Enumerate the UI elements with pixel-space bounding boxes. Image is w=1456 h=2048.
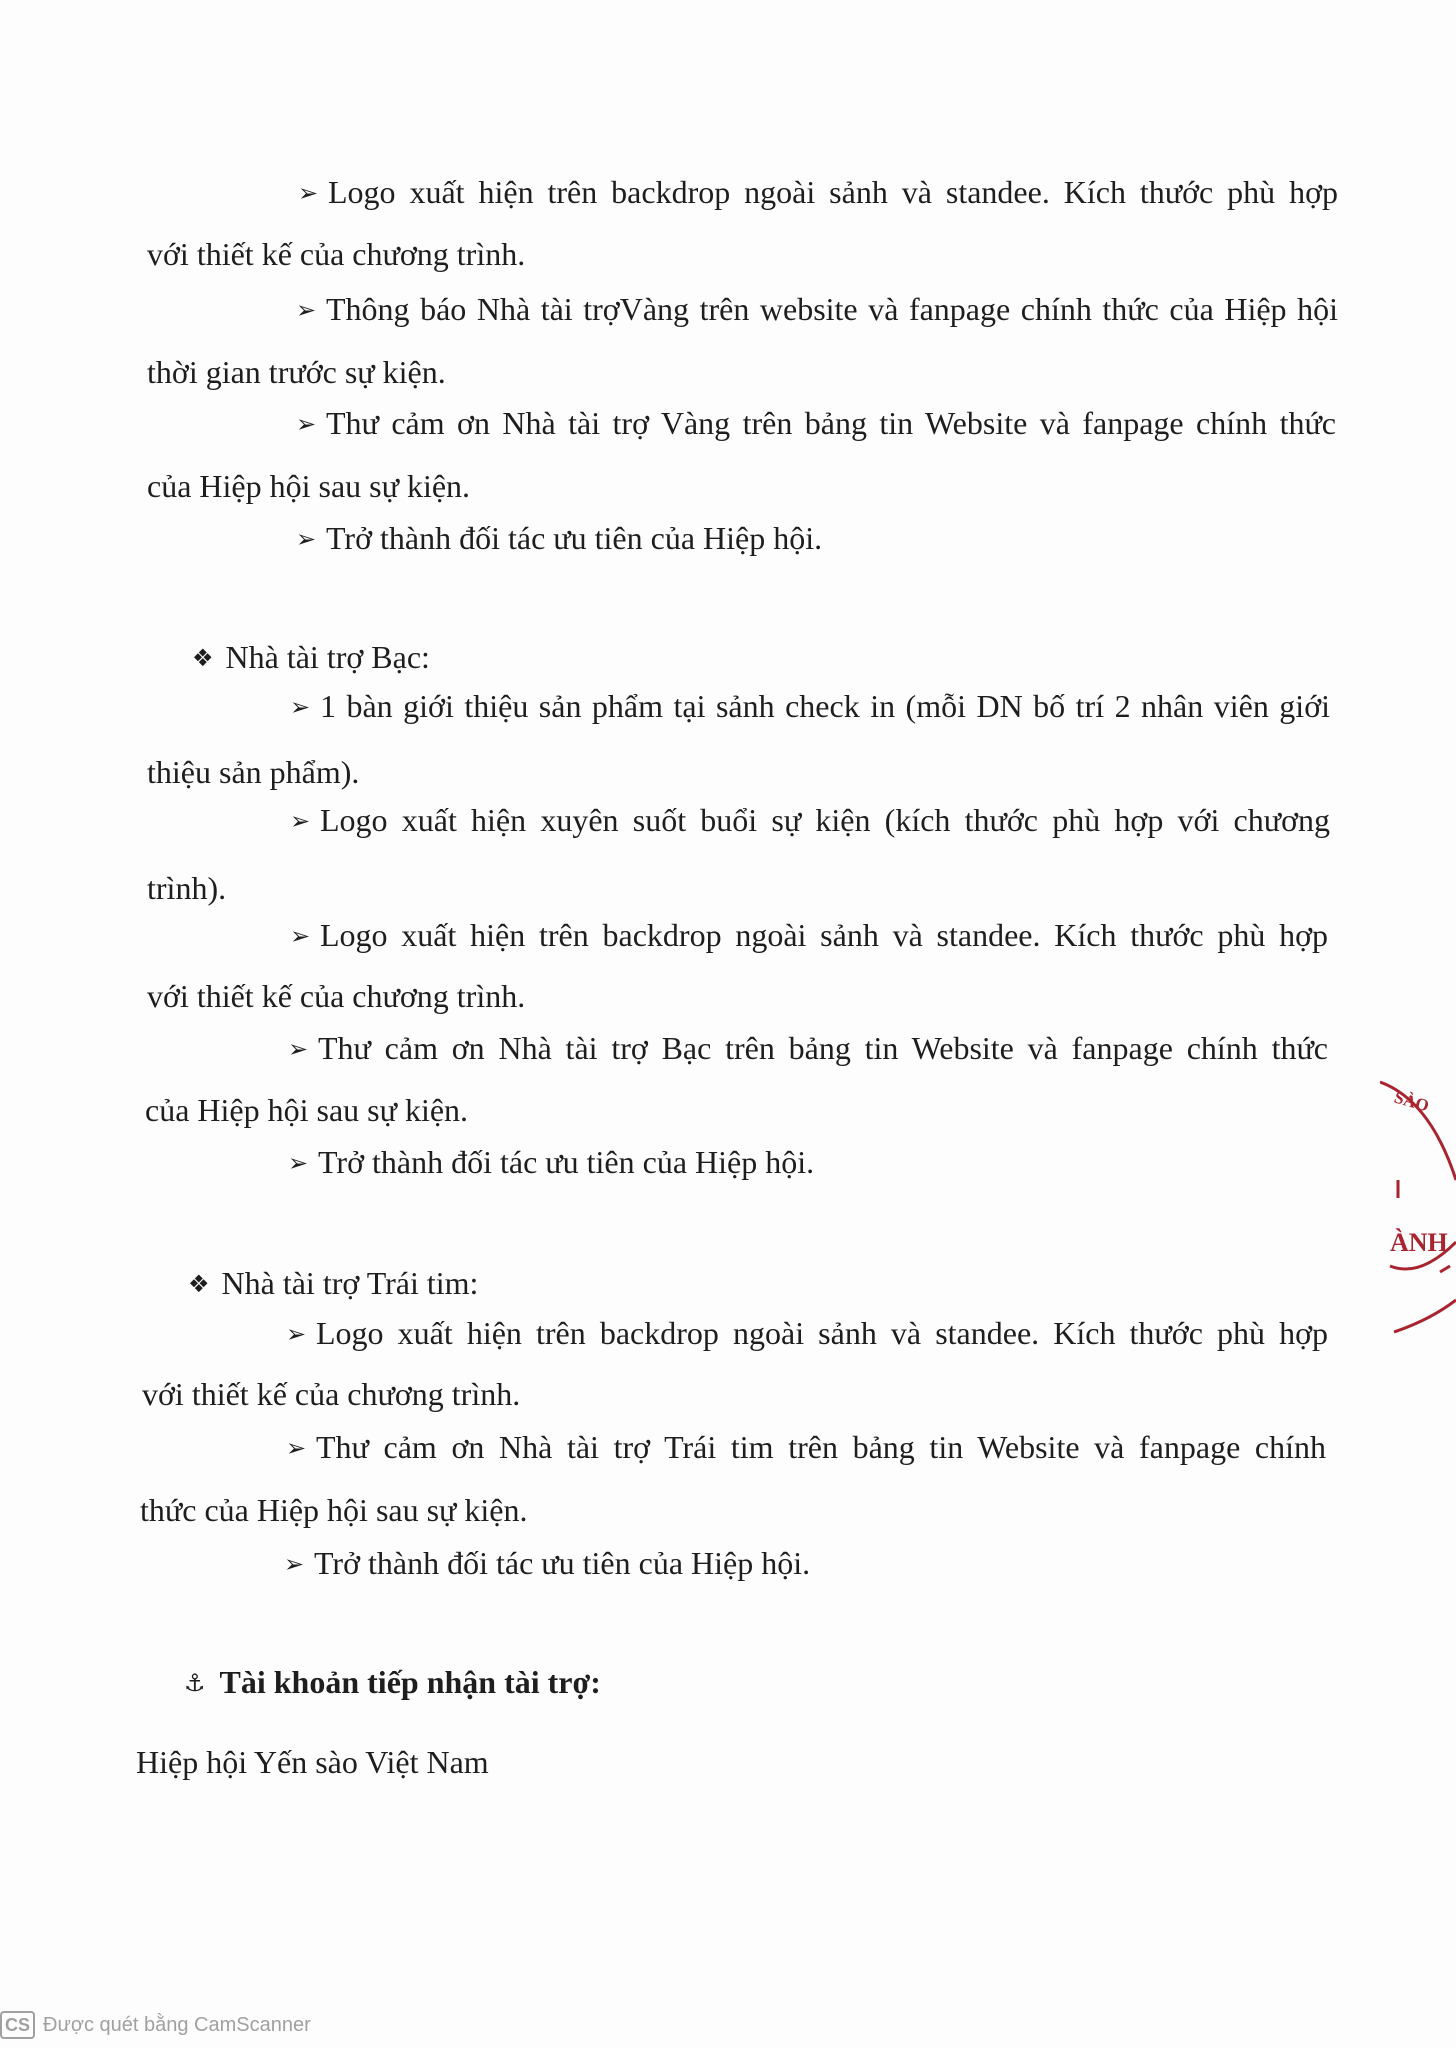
heart-benefit-1-line-2: với thiết kế của chương trình. [142, 1376, 521, 1412]
silver-benefit-5: ➢ Trở thành đối tác ưu tiên của Hiệp hội. [288, 1142, 814, 1183]
stamp-middle-text: ÀNH [1390, 1228, 1448, 1257]
gold-benefit-4: ➢ Trở thành đối tác ưu tiên của Hiệp hội. [296, 518, 822, 559]
silver-benefit-1-line-1: ➢ 1 bàn giới thiệu sản phẩm tại sảnh check in (mỗi DN bố trí 2 nhân viên giới [290, 686, 1330, 728]
arrow-bullet-icon: ➢ [296, 525, 317, 553]
camscanner-text: Được quét bằng CamScanner [43, 2013, 311, 2036]
silver-benefit-4-line-2: của Hiệp hội sau sự kiện. [145, 1092, 469, 1128]
silver-benefit-4-line-1: ➢ Thư cảm ơn Nhà tài trợ Bạc trên bảng tin Website và fanpage chính thức [288, 1028, 1328, 1070]
heart-benefit-3: ➢ Trở thành đối tác ưu tiên của Hiệp hội. [284, 1543, 810, 1584]
silver-benefit-2-line-1: ➢ Logo xuất hiện xuyên suốt buổi sự kiện (kích thước phù hợp với chương [290, 800, 1330, 842]
account-name: Hiệp hội Yến sào Việt Nam [136, 1744, 489, 1780]
diamond-bullet-icon: ❖ [188, 1270, 210, 1298]
gold-benefit-1-line-1: ➢ Logo xuất hiện trên backdrop ngoài sảnh và standee. Kích thước phù hợp [298, 172, 1338, 214]
arrow-bullet-icon: ➢ [288, 1035, 309, 1063]
gold-benefit-3-line-1: ➢ Thư cảm ơn Nhà tài trợ Vàng trên bảng tin Website và fanpage chính thức [296, 403, 1336, 445]
arrow-bullet-icon: ➢ [298, 179, 319, 207]
heart-benefit-2-line-1: ➢ Thư cảm ơn Nhà tài trợ Trái tim trên bảng tin Website và fanpage chính [286, 1427, 1326, 1469]
silver-benefit-3-line-1: ➢ Logo xuất hiện trên backdrop ngoài sảnh và standee. Kích thước phù hợp [290, 915, 1328, 957]
official-stamp-fragment [1380, 1070, 1456, 1360]
silver-benefit-3-line-2: với thiết kế của chương trình. [147, 978, 526, 1014]
heart-benefit-2-line-2: thức của Hiệp hội sau sự kiện. [140, 1492, 528, 1528]
diamond-bullet-icon: ❖ [192, 644, 214, 672]
gold-benefit-3-line-2: của Hiệp hội sau sự kiện. [147, 468, 471, 504]
gold-benefit-1-line-2: với thiết kế của chương trình. [147, 236, 526, 272]
arrow-bullet-icon: ➢ [284, 1550, 305, 1578]
arrow-bullet-icon: ➢ [296, 410, 317, 438]
arrow-bullet-icon: ➢ [286, 1320, 307, 1348]
anchor-bullet-icon: ⚓ [184, 1669, 206, 1697]
silver-benefit-2-line-2: trình). [147, 870, 227, 906]
gold-benefit-2-line-2: thời gian trước sự kiện. [147, 354, 446, 390]
arrow-bullet-icon: ➢ [290, 807, 311, 835]
account-heading: ⚓ Tài khoản tiếp nhận tài trợ: [184, 1662, 601, 1703]
silver-benefit-1-line-2: thiệu sản phẩm). [147, 754, 360, 790]
arrow-bullet-icon: ➢ [286, 1434, 307, 1462]
camscanner-watermark [0, 2010, 311, 2040]
camscanner-logo-icon: CS [0, 2011, 35, 2039]
arrow-bullet-icon: ➢ [290, 693, 311, 721]
arrow-bullet-icon: ➢ [288, 1149, 309, 1177]
gold-benefit-2-line-1: ➢ Thông báo Nhà tài trợVàng trên website và fanpage chính thức của Hiệp hội [296, 289, 1338, 331]
silver-heading: ❖ Nhà tài trợ Bạc: [192, 637, 430, 678]
arrow-bullet-icon: ➢ [290, 922, 311, 950]
arrow-bullet-icon: ➢ [296, 296, 317, 324]
heart-heading: ❖ Nhà tài trợ Trái tim: [188, 1263, 478, 1304]
stamp-top-text: SÀO [1392, 1087, 1432, 1116]
heart-benefit-1-line-1: ➢ Logo xuất hiện trên backdrop ngoài sảnh và standee. Kích thước phù hợp [286, 1313, 1328, 1355]
